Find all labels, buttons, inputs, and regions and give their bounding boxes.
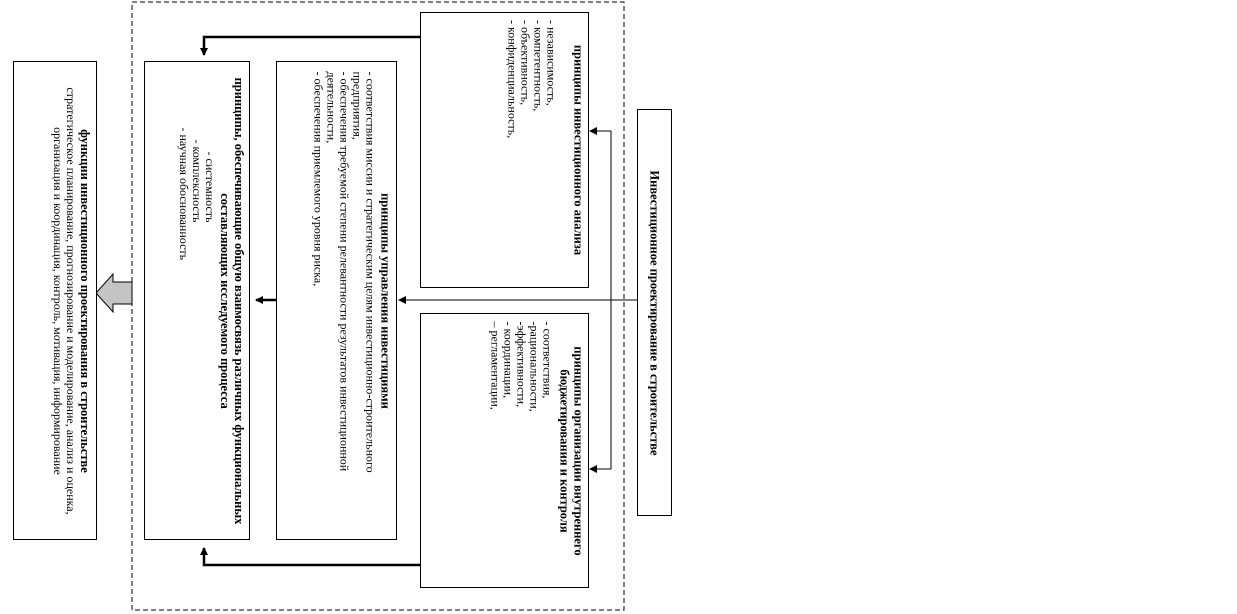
interconnection-item: - научная обоснованность — [177, 127, 191, 260]
management-item: - соответствия миссии и стратегическим целям инвестиционно-строительного предприятия, — [350, 71, 377, 473]
analysis-principles-title: принципы инвестиционного анализа — [571, 44, 585, 256]
budgeting-item: -рациональности, — [527, 321, 541, 412]
interconnection-item: - системность — [203, 151, 217, 222]
budgeting-principles-box — [420, 313, 589, 588]
management-principles-title: принципы управления инвестициями — [378, 192, 392, 409]
arrow-analysis-to-interconnection — [204, 37, 420, 55]
block-arrow-to-functions — [96, 274, 132, 312]
investment-design-title: Инвестиционное проектирование в строительстве — [647, 169, 662, 456]
budgeting-item: – регламентации, — [488, 321, 502, 410]
arrow-budgeting-to-interconnection — [204, 548, 420, 565]
analysis-item: - независимость, — [544, 20, 558, 106]
analysis-item: - конфиденциальность, — [505, 20, 519, 139]
budgeting-item: -эффективности, — [514, 321, 528, 407]
interconnection-principles-title: принципы, обеспечивающие общую взаимосвязь различных функциональных составляющих исследуемого процесса — [218, 77, 246, 524]
management-item: - обеспечения требуемой степени релевантности результатов инвестиционной деятельности, — [324, 71, 351, 471]
investment-design-box — [637, 109, 672, 516]
management-item: - обеспечения приемлемого уровня риска, — [311, 71, 325, 286]
analysis-item: - компетентность, — [531, 20, 545, 112]
interconnection-principles-box — [144, 61, 250, 540]
functions-box — [13, 61, 97, 540]
budgeting-principles-title: принципы организации внутреннего бюджетирования и контроля — [557, 345, 585, 556]
analysis-principles-box — [420, 12, 589, 288]
management-principles-box — [276, 61, 397, 540]
budgeting-item: - соответствия, — [540, 321, 554, 398]
analysis-item: - объективность, — [518, 20, 532, 106]
interconnection-item: - комплексность — [190, 139, 204, 222]
functions-text: стратегическое планирование, прогнозирование и моделирование, анализ и оценка, организация и координация, контроль, мотивация, информирование — [51, 86, 78, 515]
functions-title: функции инвестиционного проектирования в строительстве — [78, 128, 92, 473]
budgeting-item: - координации, — [501, 321, 515, 398]
